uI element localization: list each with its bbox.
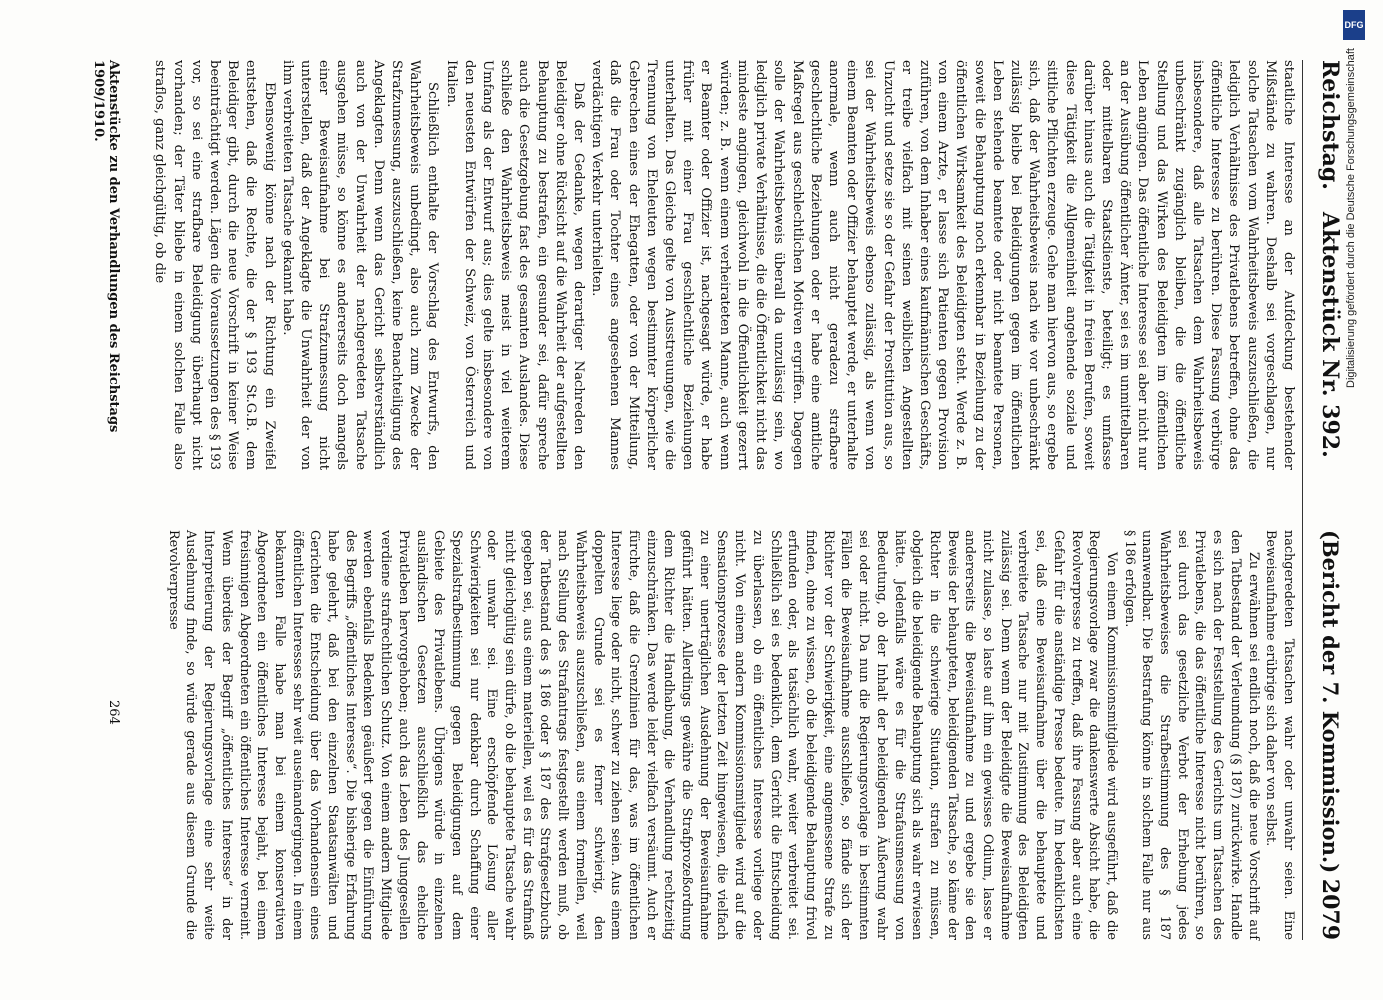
header-left (1317, 60, 1343, 458)
right-paragraph-1: nachgeredeten Tatsachen wahr oder unwahr seien. Eine Beweisaufnahme erübrige sich daher von selbst. (1263, 530, 1296, 940)
right-column (164, 530, 1297, 940)
digitization-note (1345, 48, 1365, 928)
header-reichstag: Reichstag. (1317, 60, 1343, 190)
right-paragraph-2: Zu erwähnen sei endlich noch, daß die neue Vorschrift auf den Tatbestand der Verleumdung (§ 187) zurückwirke. Handle es sich nach der Feststellung des Gerichts um Tatsachen des Privatlebens, die das öffentliche Interesse nicht berühren, so sei durch das gesetzliche Verbot der Erhebung jedes Wahrheitsbeweises die Strafbestimmung des § 187 unanwendbar. Die Bestrafung könne in solchem Falle nur aus § 186 erfolgen. (1121, 530, 1261, 940)
left-paragraph-1: staatliche Interesse an der Aufdeckung bestehender Mißstände zu wahren. Deshalb sei vorgeschlagen, nur solche Tatsachen vom Wahrheitsbeweis auszuschließen, die lediglich Verhältnisse des Privatlebens betreffen, ohne das öffentliche Interesse zu berühren. Diese Fassung verbürge insbesondere, daß alle Tatsachen dem Wahrheitsbeweis unbeschränkt zugänglich bleiben, die die öffentliche Stellung und das Wirken des Beleidigten im öffentlichen Leben angingen. Das öffentliche Interesse sei aber nicht nur an der Ausübung öffentlicher Ämter, sei es im unmittelbaren oder mittelbaren Staatsdienste, beteiligt; es umfasse darüber hinaus auch die Tätigkeit in freien Berufen, soweit diese Tätigkeit die Allgemeinheit angehende soziale und sittliche Pflichten erzeuge. Gehe man hiervon aus, so ergebe sich, daß der Wahrheitsbeweis nach wie vor unbeschränkt zulässig bleibe bei Beleidigungen gegen im öffentlichen Leben stehende beamtete oder nicht beamtete Personen, soweit die Behauptung noch erkennbar in Beziehung zu der öffentlichen Wirksamkeit des Beleidigten steht. Werde z. B. von einem Arzte, er lasse sich Patienten gegen Provision zuführen, von dem Inhaber eines kaufmännischen Geschäfts, er treibe vielfach mit seinen weiblichen Angestellten Unzucht und setze sie so der Gefahr der Prostitution aus, so sei der Wahrheitsbeweis ebenso zulässig, als wenn von einem Beamten oder Offizier behauptet werde, er unterhalte anormale, wenn auch nicht geradezu strafbare geschlechtliche Beziehungen oder er habe eine amtliche Maßregel aus geschlechtlichen Motiven ergriffen. Dagegen solle der Wahrheitsbeweis überall da unzulässig sein, wo lediglich private Verhältnisse, die die Öffentlichkeit nicht das mindeste angingen, gleichwohl in die Öffentlichkeit gezerrt würden; z. B. wenn einem verheirateten Manne, auch wenn er Beamter oder Offizier ist, nachgesagt würde, er habe früher mit einer Frau geschlechtliche Beziehungen unterhalten. Das Gleiche gelte von Ausstreuungen, wie die Trennung von Eheleuten wegen bestimmter körperlicher Gebrechen eines der Ehegatten, oder von der Mitteilung, daß die Frau oder Tochter eines angesehenen Mannes verdächtigen Verkehr unterhielten. (589, 60, 1296, 470)
dfg-logo: DFG (1343, 10, 1365, 40)
footer-page-mark: 264 (106, 700, 121, 725)
header-aktenstueck: Aktenstück Nr. 392. (1317, 211, 1343, 458)
left-paragraph-4: Ebensowenig könne nach der Richtung ein Zweifel entstehen, daß die Rechte, die der § 193 St.G.B. dem Beleidiger gibt, durch die neue Vorschrift in keiner Weise beeinträchtigt werden. Lägen die Voraussetzungen des § 193 vor, so sei eine strafbare Beleidigung überhaupt nicht vorhanden; der Täter bliebe in einem solchen Falle also straflos, ganz gleichgültig, ob die (152, 60, 277, 470)
right-paragraph-3: Von einem Kommissionsmitgliede wird ausgeführt, daß die Regierungsvorlage zwar die dankenswerte Absicht habe, die Revolverpresse zu treffen, daß ihre Fassung aber auch eine Gefahr für die anständige Presse bedeute. Im bedenklichsten sei, daß eine Beweisaufnahme über die behauptete und verbreitete Tatsache nur mit Zustimmung des Beleidigten zulässig sei. Denn wenn der Beleidigte die Beweisaufnahme nicht zulasse, so laste auf ihm ein gewisses Odium, lasse er andererseits die Beweisaufnahme zu und ergebe sie den Beweis der behaupteten, beleidigenden Tatsache, so käme der Richter in die schwierige Situation, strafen zu müssen, obgleich die beleidigende Behauptung sich als wahr erwiesen hätte. Jedenfalls wäre es für die Strafausmessung von Bedeutung, ob der Inhalt der beleidigenden Äußerung wahr sei oder nicht. Da nun die Regierungsvorlage in bestimmten Fällen die Beweisaufnahme ausschließe, so fände sich der Richter vor der Schwierigkeit, eine angemessene Strafe zu finden, ohne zu wissen, ob die beleidigende Behauptung frivol erfunden oder, als tatsächlich wahr, weiter verbreitet sei. Schließlich sei es bedenklich, dem Gericht die Entscheidung zu überlassen, ob ein öffentliches Interesse vorliege oder nicht. Von einem andern Kommissionsmitgliede wird auf die Sensationsprozesse der letzten Zeit hingewiesen, die vielfach zu einer unerträglichen Ausdehnung der Beweisaufnahme geführt hätten. Allerdings gewähre die Strafprozeßordnung dem Richter die Handhabung, die Verhandlung rechtzeitig einzuschränken. Das werde leider vielfach versäumt. Auch er fürchte, daß die Grenzlinien für das, was im öffentlichen Interesse liege oder nicht, schwer zu ziehen seien. Aus einem doppelten Grunde sei es ferner schwierig, den Wahrheitsbeweis auszuschließen, aus einem formellen, weil nach Stellung des Strafantrags festgestellt werden muß, ob der Tatbestand des § 186 oder § 187 des Strafgesetzbuchs gegeben sei, aus einem materiellen, weil es für das Strafmaß nicht gleichgültig sein dürfe, ob die behauptete Tatsache wahr oder unwahr sei. Eine erschöpfende Lösung aller Schwierigkeiten sei nur denkbar durch Schaffung einer Spezialstrafbestimmung gegen Beleidigungen auf dem Gebiete des Privatlebens. Übrigens würde in einzelnen ausländischen Gesetzen ausschließlich das eheliche Privatleben hervorgehoben; auch das Leben des Junggesellen verdiene strafrechtlichen Schutz. Von einem andern Mitgliede werden ebenfalls Bedenken geäußert gegen die Einführung des Begriffs „öffentliches Interesse“. Die bisherige Erfahrung habe gelehrt, daß bei den einzelnen Staatsanwälten und Gerichten die Entscheidung über das Vorhandensein eines öffentlichen Interesses sehr weit auseinandergingen. In einem bekannten Falle habe man bei einem konservativen Abgeordneten ein öffentliches Interesse bejaht, bei einem freisinnigen Abgeordneten ein öffentliches Interesse verneint. Wenn überdies der Begriff „öffentliches Interesse“ in der Interpretierung der Regierungsvorlage eine sehr weite Ausdehnung finde, so würde gerade aus diesem Grunde die Revolverpresse (165, 530, 1119, 940)
left-paragraph-3: Schließlich enthalte der Vorschlag des Entwurfs, den Wahrheitsbeweis unbedingt, also auch zum Zwecke der Strafzumessung, auszuschließen, keine Benachteiligung des Angeklagten. Denn wenn das Gericht selbstverständlich auch von der Unwahrheit der nachgeredeten Tatsache ausgehen müsse, so könne es andererseits doch mangels einer Beweisaufnahme bei Strafzumessung nicht unterstellen, daß der Angeklagte die Unwahrheit der von ihm verbreiteten Tatsache gekannt habe. (279, 60, 441, 470)
digitization-note-text: Digitalisierung gefördert durch die Deutsche Forschungsgemeinschaft (1345, 48, 1357, 388)
left-paragraph-2: Daß der Gedanke, wegen derartiger Nachreden den Beleidiger ohne Rücksicht auf die Wahrheit der aufgestellten Behauptung zu bestrafen, ein gesunder sei, dafür spreche auch die Gesetzgebung fast des gesamten Auslandes. Diese schließe den Wahrheitsbeweis meist in viel weiterem Umfang als der Entwurf aus; dies gelte insbesondere von den neuesten Entwürfen der Schweiz, von Österreich und Italien. (443, 60, 587, 470)
header-page-number: 2079 (1317, 878, 1343, 940)
header-rule (1302, 60, 1303, 940)
footer-source: Aktenstücke zu den Verhandlungen des Reichstags 1909/1910. (91, 60, 121, 433)
header-report-title: (Bericht der 7. Kommission.) (1318, 530, 1343, 874)
left-column (150, 60, 1297, 470)
